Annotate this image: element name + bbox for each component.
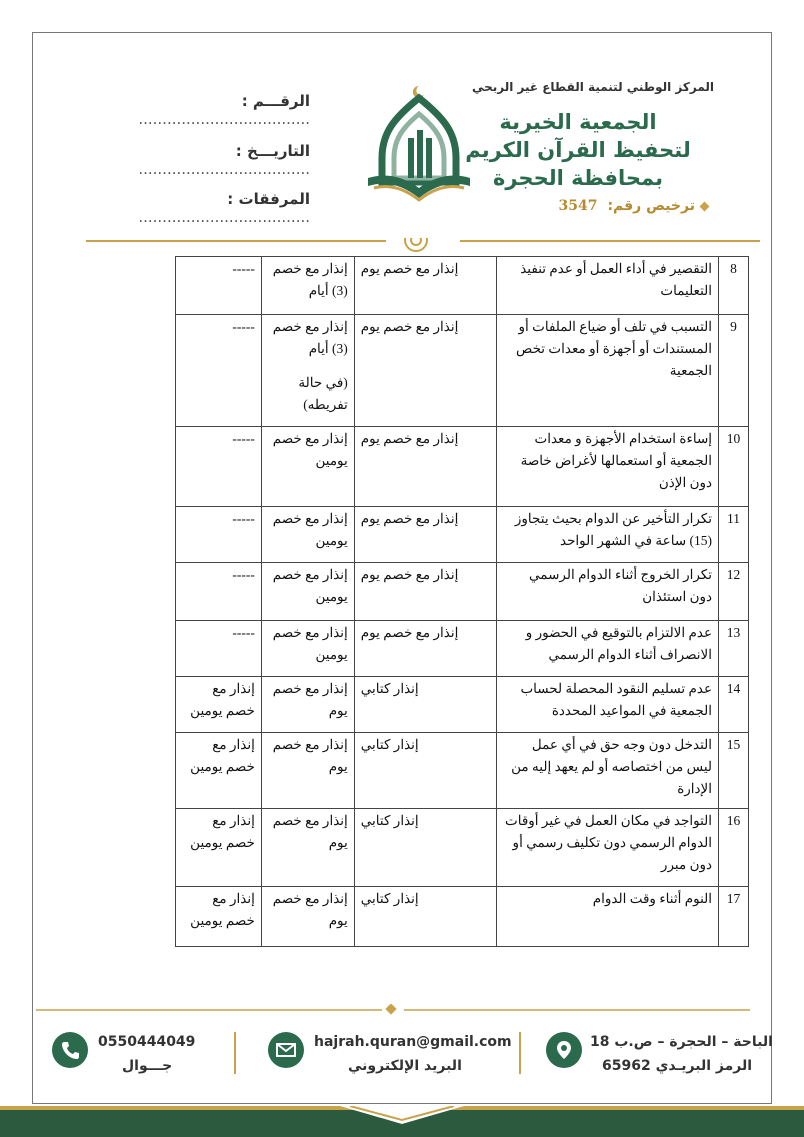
- violation-description: عدم الالتزام بالتوقيع في الحضور و الانصراف أثناء الدوام الرسمي: [497, 621, 719, 677]
- first-penalty: إنذار مع خصم يوم: [354, 257, 497, 315]
- first-penalty: إنذار كتابي: [354, 887, 497, 947]
- email-address: hajrah.quran@gmail.com: [314, 1034, 512, 1050]
- second-penalty: إنذار مع خصم يومين: [261, 427, 354, 507]
- violation-number: 15: [719, 733, 749, 809]
- envelope-icon: [268, 1032, 304, 1068]
- parent-org-name: المركز الوطني لتنمية القطاع غير الربحي: [471, 80, 714, 94]
- violation-description: إساءة استخدام الأجهزة و معدات الجمعية أو استعمالها لأغراض خاصة دون الإذن: [497, 427, 719, 507]
- violation-number: 17: [719, 887, 749, 947]
- letterhead: [0, 0, 804, 260]
- email-contact: [268, 1030, 512, 1080]
- table-row: [176, 507, 749, 563]
- address-line2: الرمز البريـدي 65962: [602, 1058, 753, 1074]
- table-row: [176, 887, 749, 947]
- violation-number: 12: [719, 563, 749, 621]
- third-penalty: -----: [176, 563, 262, 621]
- second-penalty: إنذار مع خصم يوم: [261, 887, 354, 947]
- mosque-quran-logo: [364, 78, 474, 208]
- violation-description: النوم أثناء وقت الدوام: [497, 887, 719, 947]
- violation-number: 11: [719, 507, 749, 563]
- third-penalty: -----: [176, 315, 262, 427]
- email-label: البريد الإلكتروني: [348, 1058, 462, 1074]
- footer-divider: [36, 1004, 750, 1016]
- second-penalty: إنذار مع خصم يومين: [261, 621, 354, 677]
- org-name: الجمعية الخيرية لتحفيظ القرآن الكريم بمحافظة الحجرة: [465, 110, 691, 190]
- violation-description: التسبب في تلف أو ضياع الملفات أو المستندات أو أجهزة أو معدات تخص الجمعية: [497, 315, 719, 427]
- second-penalty: إنذار مع خصم (3) أيام: [261, 257, 354, 315]
- penalty-note: (في حالة تفريطه): [298, 375, 348, 412]
- footer-notch: [340, 1106, 464, 1126]
- footer-separator: [519, 1032, 521, 1074]
- table-row: [176, 733, 749, 809]
- header-divider: [86, 238, 760, 252]
- phone-icon: [52, 1032, 88, 1068]
- address-line1: الباحة – الحجرة – ص.ب 18: [590, 1034, 773, 1050]
- violation-description: عدم تسليم النقود المحصلة لحساب الجمعية في المواعيد المحددة: [497, 677, 719, 733]
- violation-number: 9: [719, 315, 749, 427]
- attachments-field: المرفقات : ....................................: [138, 190, 310, 226]
- violation-number: 10: [719, 427, 749, 507]
- table-row: [176, 621, 749, 677]
- violation-number: 8: [719, 257, 749, 315]
- location-pin-icon: [546, 1032, 582, 1068]
- table-row: [176, 257, 749, 315]
- violations-table: [175, 256, 749, 947]
- license-number: 3547: [558, 198, 598, 214]
- table-row: [176, 809, 749, 887]
- third-penalty: إنذار مع خصم يومين: [176, 887, 262, 947]
- violation-description: تكرار الخروج أثناء الدوام الرسمي دون استئذان: [497, 563, 719, 621]
- second-penalty: إنذار مع خصم يوم: [261, 809, 354, 887]
- third-penalty: إنذار مع خصم يومين: [176, 809, 262, 887]
- first-penalty: إنذار مع خصم يوم: [354, 621, 497, 677]
- first-penalty: إنذار مع خصم يوم: [354, 427, 497, 507]
- address-contact: [546, 1030, 773, 1080]
- third-penalty: إنذار مع خصم يومين: [176, 677, 262, 733]
- first-penalty: إنذار كتابي: [354, 809, 497, 887]
- table-row: [176, 315, 749, 427]
- third-penalty: -----: [176, 621, 262, 677]
- number-field: الرقـــم : ....................................: [138, 92, 310, 128]
- violation-description: التقصير في أداء العمل أو عدم تنفيذ التعليمات: [497, 257, 719, 315]
- table-row: [176, 677, 749, 733]
- third-penalty: -----: [176, 507, 262, 563]
- third-penalty: -----: [176, 427, 262, 507]
- violation-description: التواجد في مكان العمل في غير أوقات الدوام الرسمي دون تكليف رسمي أو دون مبرر: [497, 809, 719, 887]
- license: ترخيص رقم:3547: [558, 198, 708, 214]
- violation-number: 16: [719, 809, 749, 887]
- second-penalty: إنذار مع خصم يومين: [261, 507, 354, 563]
- second-penalty: إنذار مع خصم (3) أيام (في حالة تفريطه): [261, 315, 354, 427]
- diamond-icon: [700, 201, 710, 211]
- second-penalty: إنذار مع خصم يوم: [261, 733, 354, 809]
- second-penalty: إنذار مع خصم يوم: [261, 677, 354, 733]
- first-penalty: إنذار كتابي: [354, 733, 497, 809]
- first-penalty: إنذار مع خصم يوم: [354, 563, 497, 621]
- violation-number: 14: [719, 677, 749, 733]
- table-row: [176, 427, 749, 507]
- first-penalty: إنذار كتابي: [354, 677, 497, 733]
- phone-label: جـــوال: [122, 1058, 173, 1074]
- second-penalty: إنذار مع خصم يومين: [261, 563, 354, 621]
- footer-band: [0, 1106, 804, 1137]
- violation-description: تكرار التأخير عن الدوام بحيث يتجاوز (15) ساعة في الشهر الواحد: [497, 507, 719, 563]
- table-row: [176, 563, 749, 621]
- third-penalty: -----: [176, 257, 262, 315]
- first-penalty: إنذار مع خصم يوم: [354, 315, 497, 427]
- violation-number: 13: [719, 621, 749, 677]
- phone-contact: [52, 1030, 212, 1080]
- date-field: التاريـــخ : ....................................: [138, 142, 310, 178]
- third-penalty: إنذار مع خصم يومين: [176, 733, 262, 809]
- first-penalty: إنذار مع خصم يوم: [354, 507, 497, 563]
- footer-separator: [234, 1032, 236, 1074]
- violation-description: التدخل دون وجه حق في أي عمل ليس من اختصاصه أو لم يعهد إليه من الإدارة: [497, 733, 719, 809]
- phone-number: 0550444049: [98, 1034, 196, 1050]
